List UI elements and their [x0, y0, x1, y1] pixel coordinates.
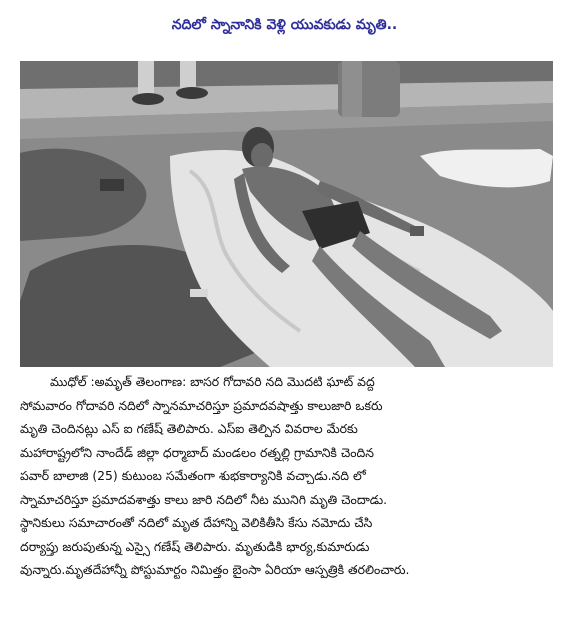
article-line: మహారాష్ట్రలోని నాందేడ్ జిల్లా ధర్మాబాద్ మండలం రత్నల్లి గ్రామానికి చెందిన — [20, 444, 374, 460]
article-body — [20, 370, 553, 582]
article-line: స్థానికులు సమాచారంతో నదిలో మృత దేహాన్ని వెలికితీసి కేసు నమోదు చేసి — [20, 515, 373, 530]
article-line: సోమవారం గోదావరి నదిలో స్నానమాచరిస్తూ ప్రమాదవషాత్తు కాలుజారి ఒకరు — [20, 397, 383, 413]
article-line: మృతి చెందినట్లు ఎస్ ఐ గణేష్ తెలిపారు. ఎస్ఐ తెల్పిన వివరాల మేరకు — [20, 421, 358, 436]
article-line: స్నామాచరిస్తూ ప్రమాదవశాత్తు కాలు జారి నదిలో నీట మునిగి మృతి చెందాడు. — [20, 491, 388, 507]
article-line: ముధోల్ :అమృత్ తెలంగాణ: బాసర గోదావరి నది మొదటి ఘాట్ వద్ద — [50, 374, 375, 389]
headline: నదిలో స్నానానికి వెళ్లి యువకుడు మృతి.. — [171, 16, 398, 33]
article-line: దర్యాప్తు జరుపుతున్న ఎస్సై గణేష్ తెలిపారు. మృతుడికి భార్య,కుమారుడు — [20, 538, 370, 554]
article-line: పవార్ బాలాజి (25) కుటుంబ సమేతంగా శుభకార్యానికి వచ్చాడు.నది లో — [20, 468, 366, 483]
news-photo — [20, 61, 553, 367]
news-photo-icon — [20, 61, 553, 367]
article-line: వున్నారు.మృతదేహాన్నీ పోస్టుమార్టం నిమిత్తం బైంసా ఏరియా ఆస్పత్రికి తరలించారు. — [20, 562, 410, 577]
